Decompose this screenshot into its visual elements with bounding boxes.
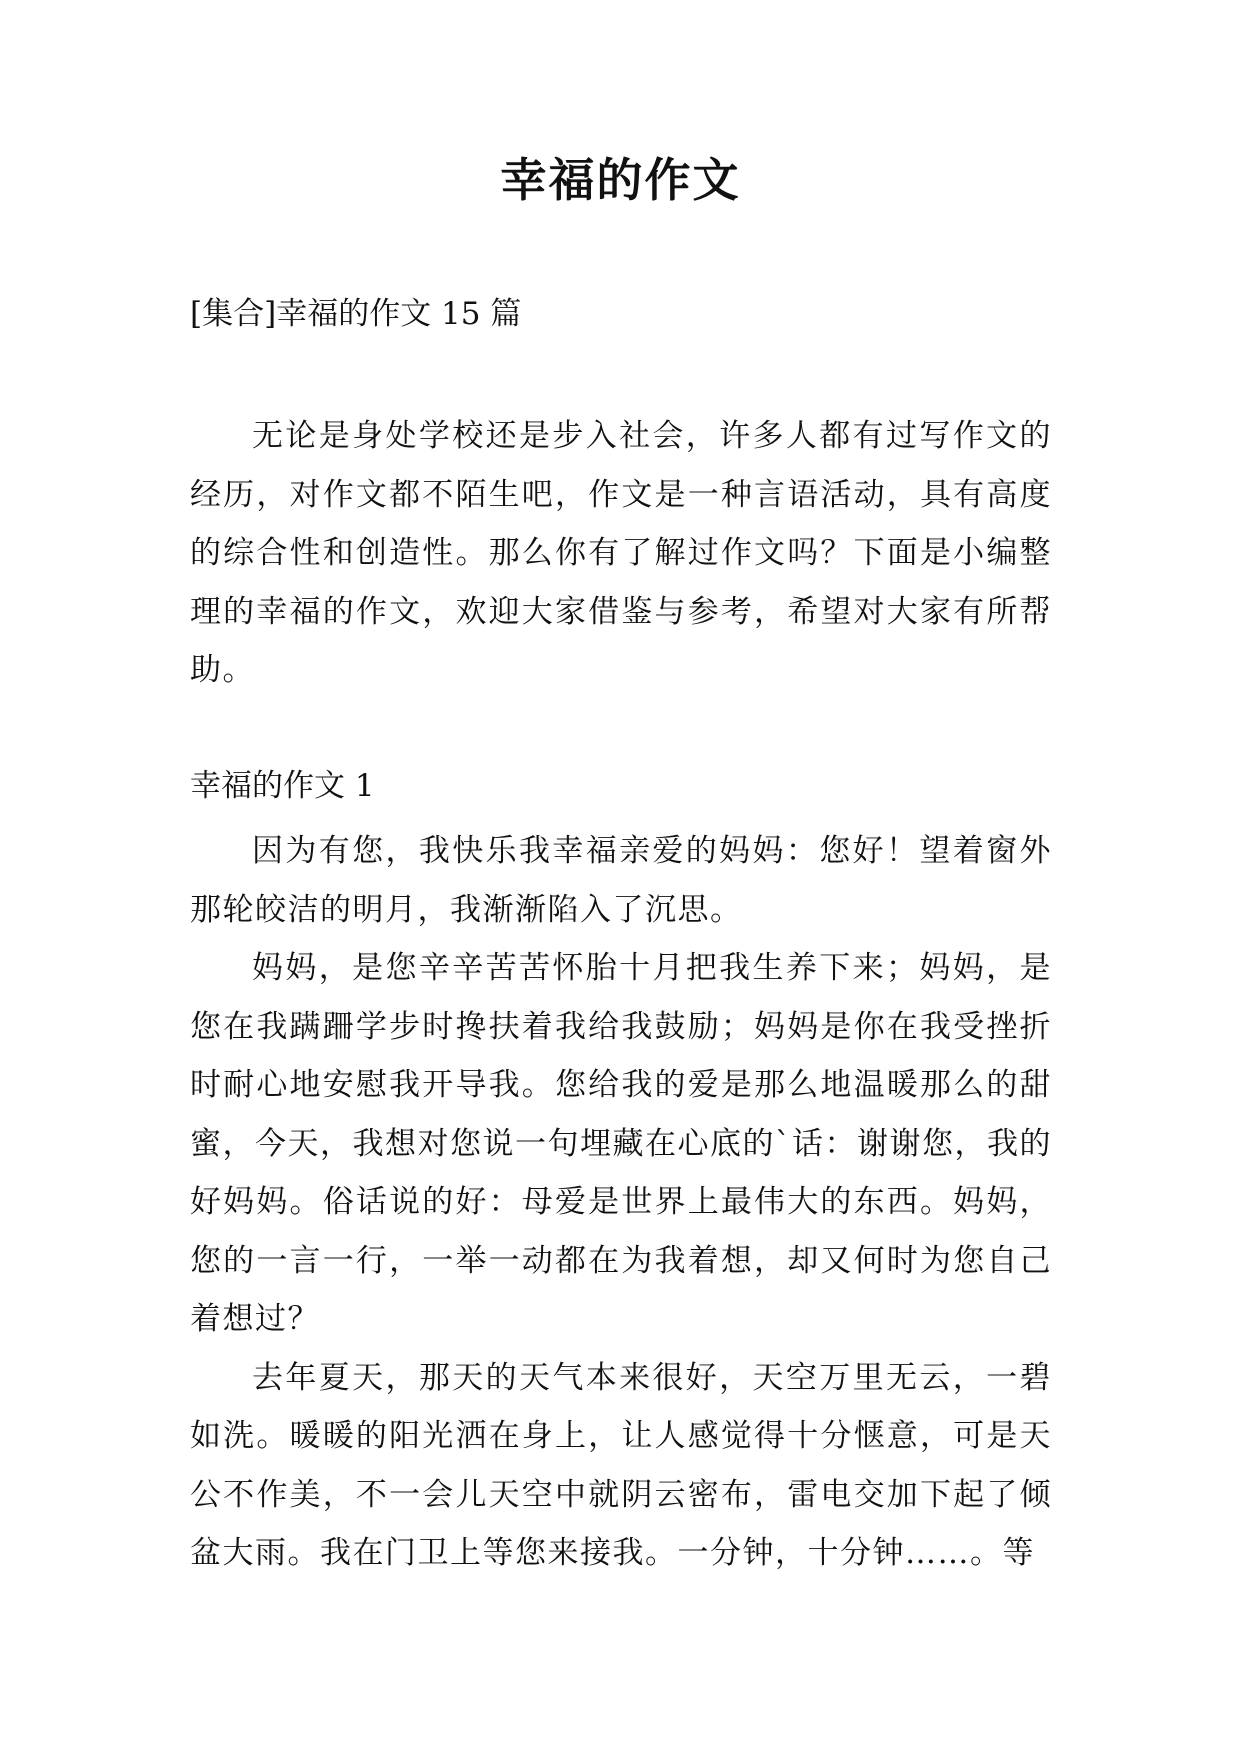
document-subtitle: [集合]幸福的作文 15 篇 <box>190 296 522 332</box>
essay-body <box>190 822 1052 1583</box>
essay-paragraph-1: 因为有您，我快乐我幸福亲爱的妈妈：您好！望着窗外那轮皎洁的明月，我渐渐陷入了沉思。 <box>190 833 1052 928</box>
intro-paragraph: 无论是身处学校还是步入社会，许多人都有过写作文的经历，对作文都不陌生吧，作文是一种言语活动，具有高度的综合性和创造性。那么你有了解过作文吗？下面是小编整理的幸福的作文，欢迎大家借鉴与参考，希望对大家有所帮助。 <box>190 418 1052 688</box>
essay-paragraph-2: 妈妈，是您辛辛苦苦怀胎十月把我生养下来；妈妈，是您在我蹒跚学步时搀扶着我给我鼓励；妈妈是你在我受挫折时耐心地安慰我开导我。您给我的爱是那么地温暖那么的甜蜜，今天，我想对您说一句埋藏在心底的`话：谢谢您，我的好妈妈。俗话说的好：母爱是世界上最伟大的东西。妈妈，您的一言一行，一举一动都在为我着想，却又何时为您自己着想过？ <box>190 950 1052 1337</box>
essay-paragraph-3: 去年夏天，那天的天气本来很好，天空万里无云，一碧如洗。暖暖的阳光洒在身上，让人感觉得十分惬意，可是天公不作美，不一会儿天空中就阴云密布，雷电交加下起了倾盆大雨。我在门卫上等您来接我。一分钟，十分钟……。等 <box>190 1359 1052 1571</box>
intro-block <box>190 407 1052 700</box>
document-title: 幸福的作文 <box>500 153 741 207</box>
section-heading: 幸福的作文 1 <box>190 768 375 804</box>
